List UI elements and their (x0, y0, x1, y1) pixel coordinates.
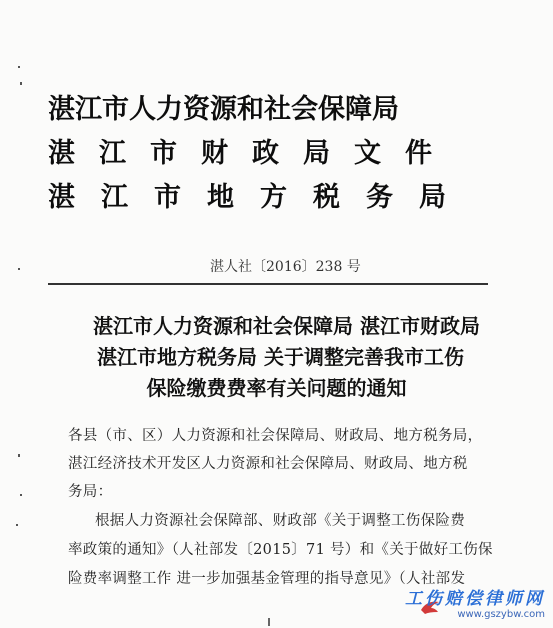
notice-title-line-3: 保险缴费费率有关问题的通知 (146, 376, 407, 400)
body-line-2: 湛江经济技术开发区人力资源和社会保障局、财政局、地方税 (68, 456, 468, 472)
body-line-4: 根据人力资源社会保障部、财政部《关于调整工伤保险费 (95, 513, 465, 529)
page-mark (268, 618, 270, 626)
document-number: 湛人社〔2016〕238 号 (210, 259, 361, 275)
scan-speck (16, 524, 18, 526)
scan-speck (20, 82, 22, 85)
header-divider (48, 283, 488, 285)
body-line-3: 务局： (68, 484, 113, 500)
scan-speck (18, 66, 20, 68)
body-line-1: 各县（市、区）人力资源和社会保障局、财政局、地方税务局， (68, 428, 483, 444)
site-watermark (405, 584, 545, 620)
watermark-title: 工伤赔偿律师网 (405, 589, 545, 609)
scan-speck (20, 494, 22, 496)
org-line-tax: 湛江市地方税务局 (48, 182, 472, 213)
body-line-5: 率政策的通知》（人社部发〔2015〕71 号）和《关于做好工伤保 (68, 542, 493, 558)
notice-title-line-2: 湛江市地方税务局 关于调整完善我市工伤 (97, 345, 464, 369)
org-line-finance: 湛江市财政局文件 (48, 138, 456, 169)
watermark-url: www.gszybw.com (457, 609, 545, 620)
body-line-6: 险费率调整工作 进一步加强基金管理的指导意见》（人社部发 (68, 571, 466, 587)
scan-speck (18, 454, 20, 457)
notice-title-line-1: 湛江市人力资源和社会保障局 湛江市财政局 (93, 314, 480, 338)
org-line-hrss: 湛江市人力资源和社会保障局 (48, 94, 399, 125)
scan-speck (18, 268, 20, 270)
